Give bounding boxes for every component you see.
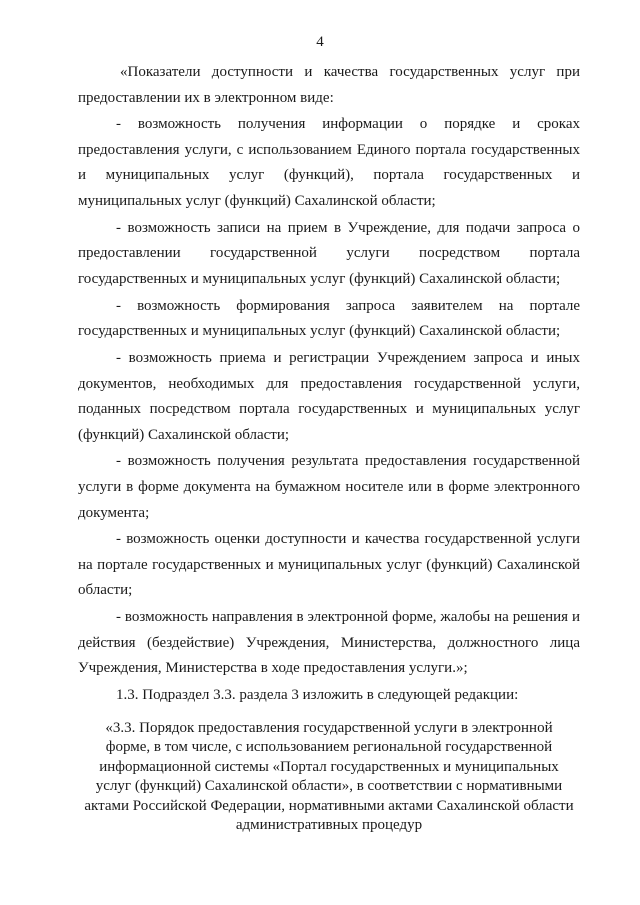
paragraph-item: - возможность направления в электронной форме, жалобы на решения и действия (бездействие) Учреждения, Министерства, должностного лица Учреждения, Министерства в ходе предоставления услуги.»; <box>78 609 580 677</box>
paragraph-item: - возможность получения результата предоставления государственной услуги в форме документа на бумажном носителе или в форме электронного документа; <box>78 453 580 521</box>
paragraph-item: - возможность приема и регистрации Учреждением запроса и иных документов, необходимых для предоставления государственной услуги, поданных посредством портала государственных и муниципальных услуг (функций) Сахалинской области; <box>78 349 580 443</box>
paragraph-item: - возможность записи на прием в Учреждение, для подачи запроса о предоставлении государственной услуги посредством портала государственных и муниципальных услуг (функций) Сахалинской области; <box>78 219 580 287</box>
paragraph-intro: «Показатели доступности и качества государственных услуг при предоставлении их в электронном виде: <box>78 64 580 106</box>
section-heading: «3.3. Порядок предоставления государственной услуги в электронной форме, в том числе, с использованием региональной государственной информационной системы «Портал государственных и муниципальных услуг (функций) Сахалинской области», в соответствии с нормативными актами Российской Федерации, нормативными актами Сахалинской области административных процедур <box>84 719 574 834</box>
paragraph-item: - возможность оценки доступности и качества государственной услуги на портале государственных и муниципальных услуг (функций) Сахалинской области; <box>78 531 580 599</box>
paragraph-item: - возможность получения информации о порядке и сроках предоставления услуги, с использованием Единого портала государственных и муниципальных услуг (функций), портала государственных и муниципальных услуг (функций) Сахалинской области; <box>78 116 580 210</box>
page-number: 4 <box>316 34 324 50</box>
paragraph-amendment: 1.3. Подраздел 3.3. раздела 3 изложить в следующей редакции: <box>116 687 519 703</box>
document-body <box>78 60 580 836</box>
paragraph-item: - возможность формирования запроса заявителем на портале государственных и муниципальных услуг (функций) Сахалинской области; <box>78 297 580 340</box>
